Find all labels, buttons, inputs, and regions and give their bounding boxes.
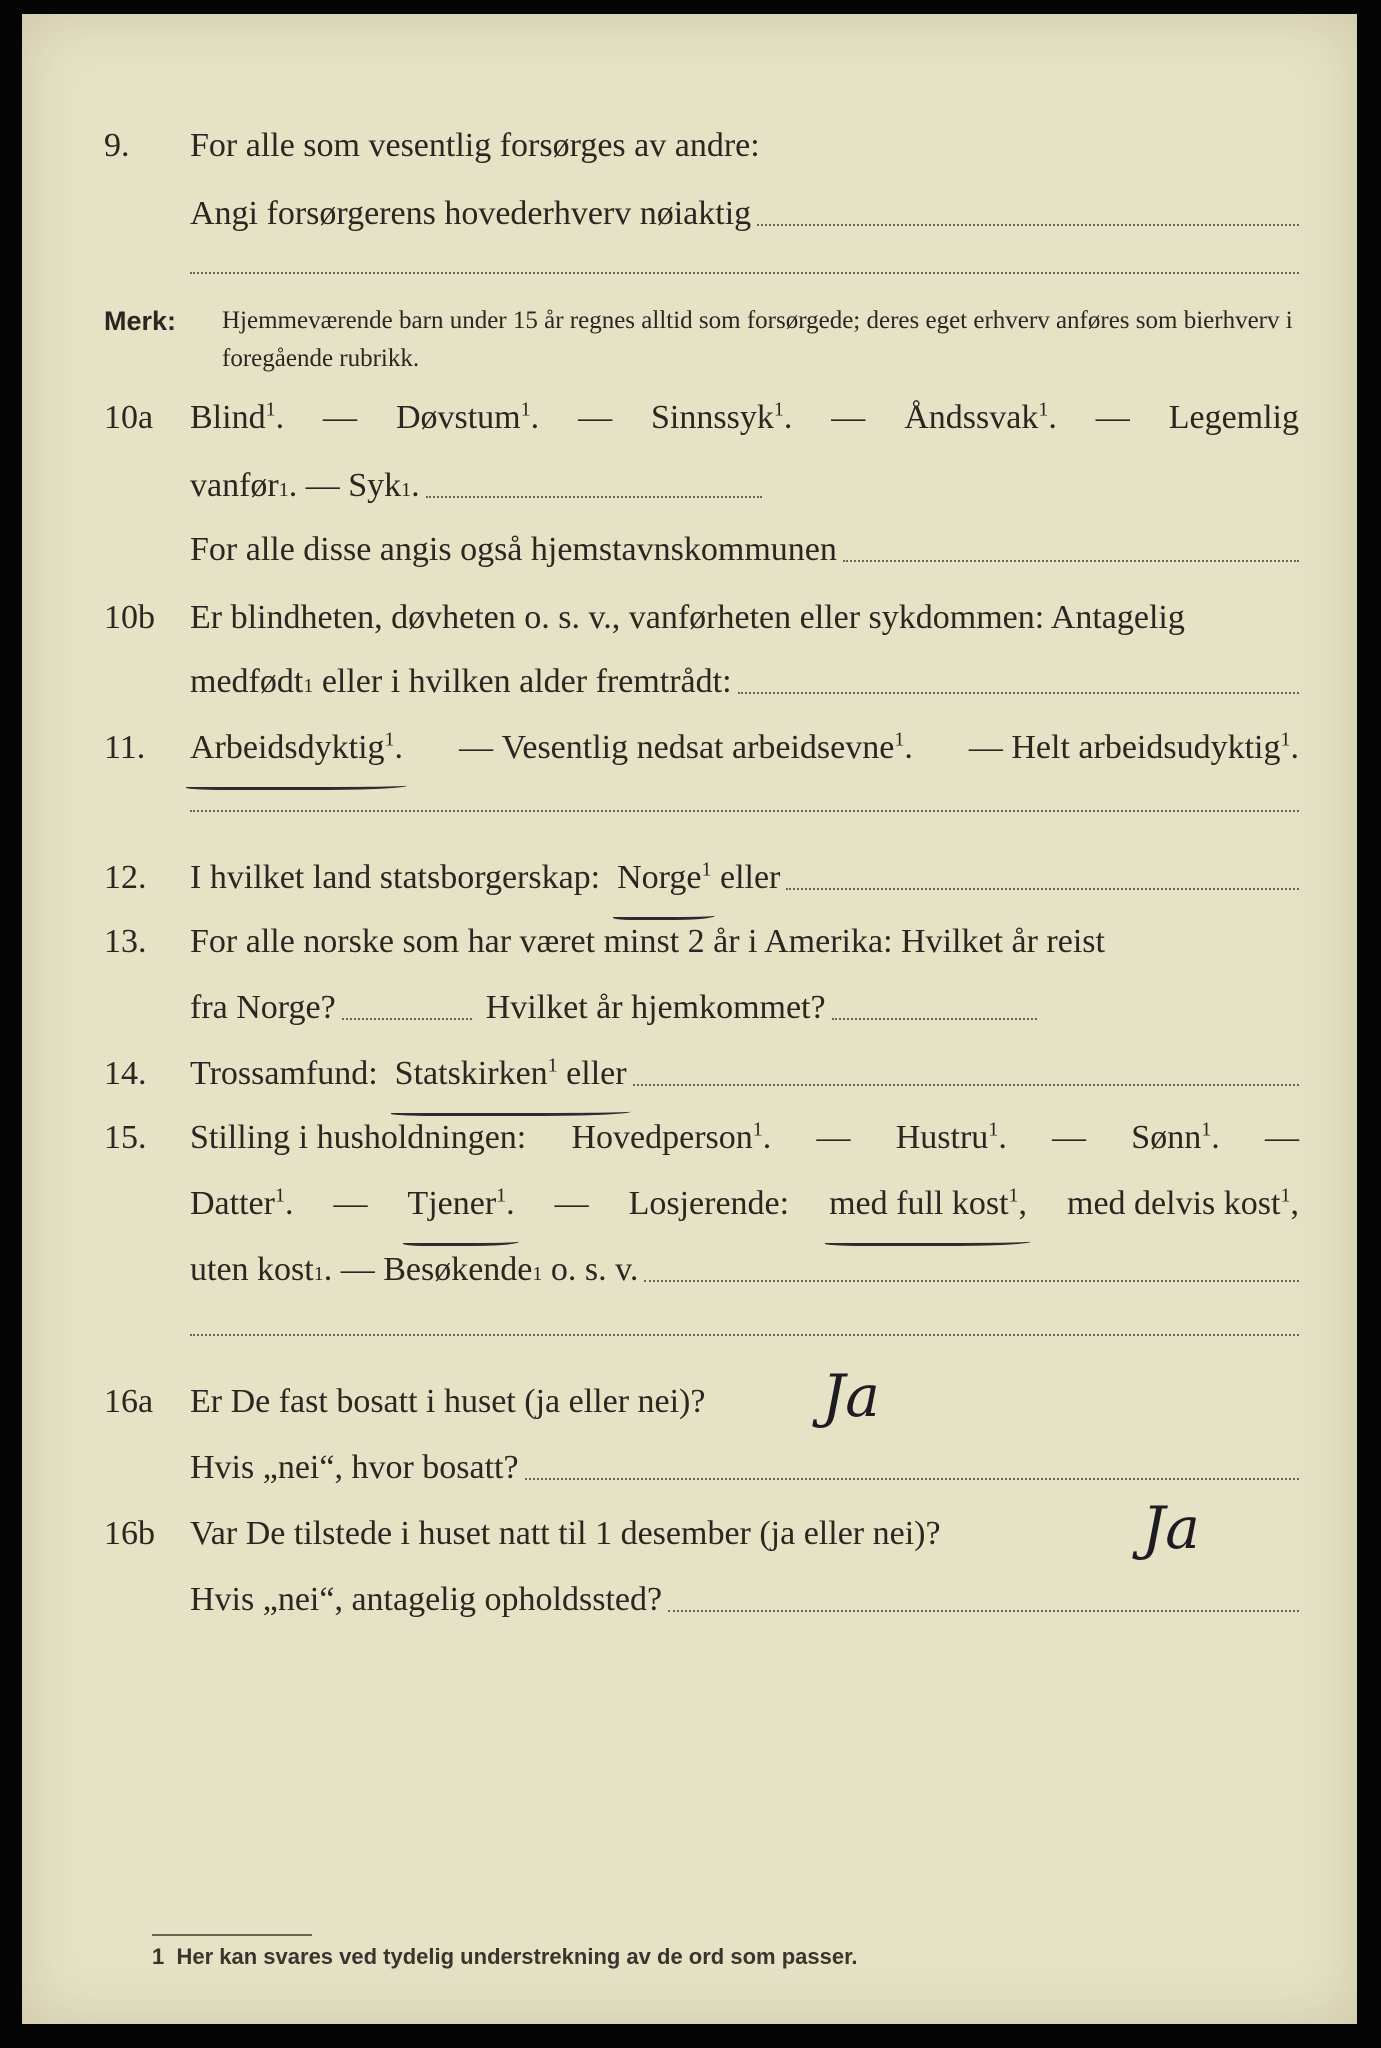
question-text: For alle norske som har været minst 2 år i Amerika: Hvilket år reist bbox=[190, 923, 1105, 960]
merk-label: Merk: bbox=[104, 306, 177, 336]
question-text: Trossamfund: Statskirken$^1$ eller bbox=[190, 1042, 1299, 1106]
question-16b-line-2 bbox=[22, 1568, 1357, 1632]
question-text: I hvilket land statsborgerskap: Norge$^1$ eller bbox=[190, 846, 1299, 910]
question-10b-line-2 bbox=[22, 650, 1357, 714]
question-12 bbox=[22, 846, 1357, 910]
handwritten-answer: Ja bbox=[1142, 1494, 1200, 1562]
question-text: Hvis „nei“, antagelig opholdssted? bbox=[190, 1568, 1299, 1632]
question-text: medfødt 1 eller i hvilken alder fremtrådt: bbox=[190, 650, 1299, 714]
answer-field[interactable] bbox=[525, 1478, 1299, 1480]
question-15-line-2 bbox=[22, 1172, 1357, 1236]
underlined-selection[interactable]: Arbeidsdyktig$^1$. bbox=[190, 716, 403, 780]
question-15-line-1 bbox=[22, 1106, 1357, 1170]
question-13-line-2 bbox=[22, 976, 1357, 1040]
answer-field[interactable] bbox=[843, 560, 1299, 562]
question-13-line-1 bbox=[22, 910, 1357, 974]
answer-field[interactable] bbox=[832, 1018, 1037, 1020]
question-text: uten kost 1 . — Besøkende 1 o. s. v. bbox=[190, 1238, 1299, 1302]
question-number: 10b bbox=[104, 599, 155, 636]
question-16a-line-1 bbox=[22, 1370, 1357, 1434]
question-text: vanfør 1 . — Syk 1 . bbox=[190, 454, 762, 518]
question-9-line-2 bbox=[22, 182, 1357, 246]
question-number: 9. bbox=[104, 127, 130, 164]
question-text: Er De fast bosatt i huset (ja eller nei)? bbox=[190, 1383, 706, 1420]
question-text: Stilling i husholdningen: Hovedperson$^1$. — Hustru$^1$. — Sønn$^1$. — bbox=[190, 1118, 1299, 1156]
question-text: Blind$^1$. — Døvstum$^1$. — Sinnssyk$^1$. — Åndssvak$^1$. — Legemlig bbox=[190, 398, 1299, 436]
merk-text: Hjemmeværende barn under 15 år regnes alltid som forsørgede; deres eget erhverv anføres som bierhverv i foregående rubrikk. bbox=[222, 307, 1293, 372]
question-text: Angi forsørgerens hovederhverv nøiaktig bbox=[190, 182, 1299, 246]
handwritten-answer: Ja bbox=[822, 1362, 880, 1430]
question-number: 10a bbox=[104, 399, 154, 436]
question-text: Var De tilstede i huset natt til 1 desember (ja eller nei)? bbox=[190, 1515, 941, 1552]
question-number: 16b bbox=[104, 1515, 155, 1552]
census-form-page bbox=[22, 14, 1357, 2024]
question-number: 16a bbox=[104, 1383, 154, 1420]
underlined-selection[interactable]: Norge$^1$ bbox=[617, 846, 711, 910]
question-10a-line-1 bbox=[22, 386, 1357, 450]
question-14 bbox=[22, 1042, 1357, 1106]
underlined-selection[interactable]: Tjener$^1$. bbox=[407, 1172, 514, 1236]
question-number: 14. bbox=[104, 1055, 147, 1092]
underlined-selection[interactable]: med full kost$^1$, bbox=[829, 1172, 1027, 1236]
question-15-line-3 bbox=[22, 1238, 1357, 1302]
question-text: Datter$^1$. — Tjener$^1$. — Losjerende: med full kost$^1$, med delvis kost$^1$, bbox=[190, 1172, 1299, 1236]
question-text: Hvis „nei“, hvor bosatt? bbox=[190, 1436, 1299, 1500]
answer-field[interactable] bbox=[757, 224, 1299, 226]
question-10b-line-1 bbox=[22, 586, 1357, 650]
footnote-rule bbox=[152, 1934, 312, 1936]
answer-field-extra[interactable] bbox=[190, 1334, 1299, 1336]
question-text: fra Norge? Hvilket år hjemkommet? bbox=[190, 976, 1037, 1040]
answer-field[interactable] bbox=[633, 1084, 1299, 1086]
answer-field[interactable] bbox=[738, 692, 1299, 694]
question-10a-line-3 bbox=[22, 518, 1357, 582]
merk-note bbox=[22, 294, 1357, 374]
question-9-line-1 bbox=[22, 114, 1357, 178]
question-number: 13. bbox=[104, 923, 147, 960]
question-number: 12. bbox=[104, 859, 147, 896]
question-text: Arbeidsdyktig$^1$. — Vesentlig nedsat arbeidsevne$^1$. — Helt arbeidsudyktig$^1$. bbox=[190, 716, 1299, 780]
answer-field-extra[interactable] bbox=[190, 272, 1299, 274]
question-16a-line-2 bbox=[22, 1436, 1357, 1500]
question-text: For alle som vesentlig forsørges av andre: bbox=[190, 127, 760, 164]
footnote-mark: 1 bbox=[152, 1944, 165, 1969]
answer-field-extra[interactable] bbox=[190, 810, 1299, 812]
answer-field[interactable] bbox=[644, 1280, 1299, 1282]
footnote bbox=[152, 1944, 858, 1970]
question-text: For alle disse angis også hjemstavnskommunen bbox=[190, 518, 1299, 582]
question-11 bbox=[22, 716, 1357, 780]
answer-field[interactable] bbox=[342, 1018, 472, 1020]
question-number: 15. bbox=[104, 1119, 147, 1156]
answer-field[interactable] bbox=[426, 496, 762, 498]
question-number: 11. bbox=[104, 729, 146, 766]
footnote-text: Her kan svares ved tydelig understrekning av de ord som passer. bbox=[176, 1944, 858, 1969]
question-text: Er blindheten, døvheten o. s. v., vanførheten eller sykdommen: Antagelig bbox=[190, 599, 1185, 636]
underlined-selection[interactable]: Statskirken$^1$ eller bbox=[395, 1042, 627, 1106]
answer-field[interactable] bbox=[786, 888, 1299, 890]
question-10a-line-2 bbox=[22, 454, 1357, 518]
answer-field[interactable] bbox=[668, 1610, 1299, 1612]
